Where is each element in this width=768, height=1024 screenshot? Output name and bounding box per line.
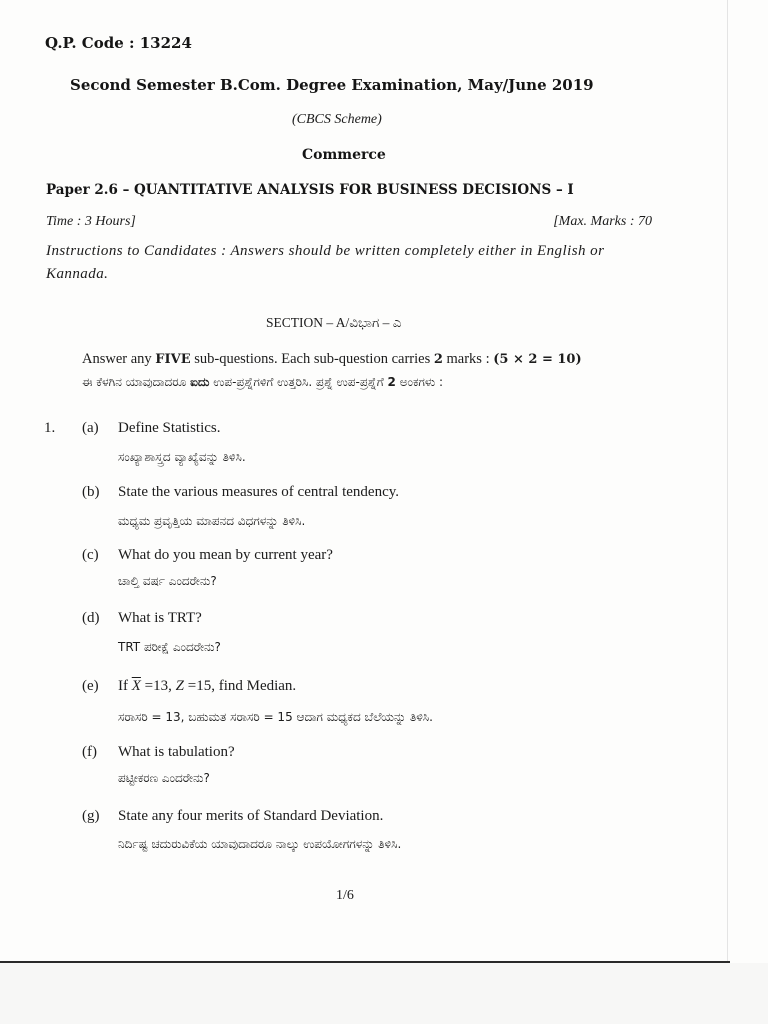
page-number: 1/6 [336,888,354,903]
sub-question-text-en: State any four merits of Standard Deviation. [118,808,384,824]
sub-question-label: (f) [82,744,97,760]
sub-question-text-en: What is TRT? [118,610,202,626]
sub-question-a [0,420,768,464]
sub-question-b [0,484,768,528]
sub-question-label: (c) [82,547,99,563]
sub-question-text-en: What is tabulation? [118,744,235,760]
sub-question-text-en: State the various measures of central tendency. [118,484,400,500]
sub-question-label: (d) [82,610,100,626]
scheme-label: (CBCS Scheme) [292,112,382,127]
question-number: 1. [44,420,56,436]
sub-question-label: (a) [82,420,99,436]
sub-question-text-kn: ಪಟ್ಟೀಕರಣ ಎಂದರೇನು? [118,771,210,785]
instruction-text: Answer any [82,351,152,367]
page-edge-shadow [727,0,728,962]
section-instruction-en [82,351,582,368]
sub-question-text-en [118,678,296,695]
sub-question-e [0,678,768,724]
instruction-text-kn: ಈ ಕೆಳಗಿನ ಯಾವುದಾದರೂ [82,375,187,389]
qp-code: Q.P. Code : 13224 [45,34,192,52]
max-marks: [Max. Marks : 70 [553,214,652,229]
instruction-text: marks : [446,351,490,367]
sub-question-text-en: Define Statistics. [118,420,221,436]
instructions-line-2: Kannada. [46,266,109,282]
sub-question-d [0,610,768,654]
subject-title: Commerce [302,147,386,163]
instruction-total: (5 × 2 = 10) [493,352,582,367]
sub-question-text-kn: ಮಧ್ಯಮ ಪ್ರವೃತ್ತಿಯ ಮಾಪನದ ವಿಧಗಳನ್ನು ತಿಳಿಸಿ. [118,514,306,528]
section-title: SECTION – A/ವಿಭಾಗ – ಎ [266,315,402,330]
mode-symbol: Z [175,678,184,694]
sub-question-text-kn: ಸರಾಸರಿ = 13, ಬಹುಮತ ಸರಾಸರಿ = 15 ಆದಾಗ ಮಧ್ಯಕದ ಬೆಲೆಯನ್ನು ತಿಳಿಸಿ. [118,710,433,724]
sub-question-label: (e) [82,678,99,694]
sub-question-c [0,547,768,587]
sub-question-text-en: What do you mean by current year? [118,547,333,563]
instruction-text-kn: ಉಪ-ಪ್ರಶ್ನೆಗಳಿಗೆ ಉತ್ತರಿಸಿ. ಪ್ರಶ್ನೆ ಉಪ-ಪ್ರಶ್ನೆಗೆ [213,375,384,389]
paper-title: Paper 2.6 – QUANTITATIVE ANALYSIS FOR BUSINESS DECISIONS – I [46,182,574,198]
exam-title: Second Semester B.Com. Degree Examination, May/June 2019 [70,76,594,94]
sub-question-f [0,744,768,784]
sub-question-g [0,808,768,851]
mean-symbol: $\overline{X}$ [131,678,141,694]
sub-question-text-kn: TRT ಪರೀಕ್ಷೆ ಎಂದರೇನು? [118,640,221,654]
sub-question-text-kn: ಚಾಲ್ತಿ ವರ್ಷ ಎಂದರೇನು? [118,574,217,588]
instruction-text: sub-questions. Each sub-question carries [194,351,431,367]
sub-question-label: (b) [82,484,100,500]
instruction-marks-kn: 2 [387,375,396,389]
math-value: =13, [144,678,172,694]
instruction-count-kn: ಐದು [190,375,210,389]
sub-question-text-kn: ನಿರ್ದಿಷ್ಟ ಚದುರುವಿಕೆಯ ಯಾವುದಾದರೂ ನಾಲ್ಕು ಉಪಯೋಗಗಳನ್ನು ತಿಳಿಸಿ. [118,837,402,851]
time-allowed: Time : 3 Hours] [46,214,136,229]
math-value: =15 [187,678,212,694]
instruction-marks: 2 [433,352,443,367]
sub-question-label: (g) [82,808,100,824]
instruction-count: FIVE [155,352,191,367]
scan-margin [0,963,768,1024]
instruction-text-kn: ಅಂಕಗಳು : [399,375,444,389]
math-suffix: , find Median. [211,678,297,694]
section-instruction-kn [82,374,443,390]
sub-question-text-kn: ಸಂಖ್ಯಾಶಾಸ್ತ್ರದ ವ್ಯಾಖ್ಯೆವನ್ನು ತಿಳಿಸಿ. [118,450,246,464]
math-prefix: If [118,678,128,694]
instructions-line-1: Instructions to Candidates : Answers should be written completely either in English or [46,243,605,259]
